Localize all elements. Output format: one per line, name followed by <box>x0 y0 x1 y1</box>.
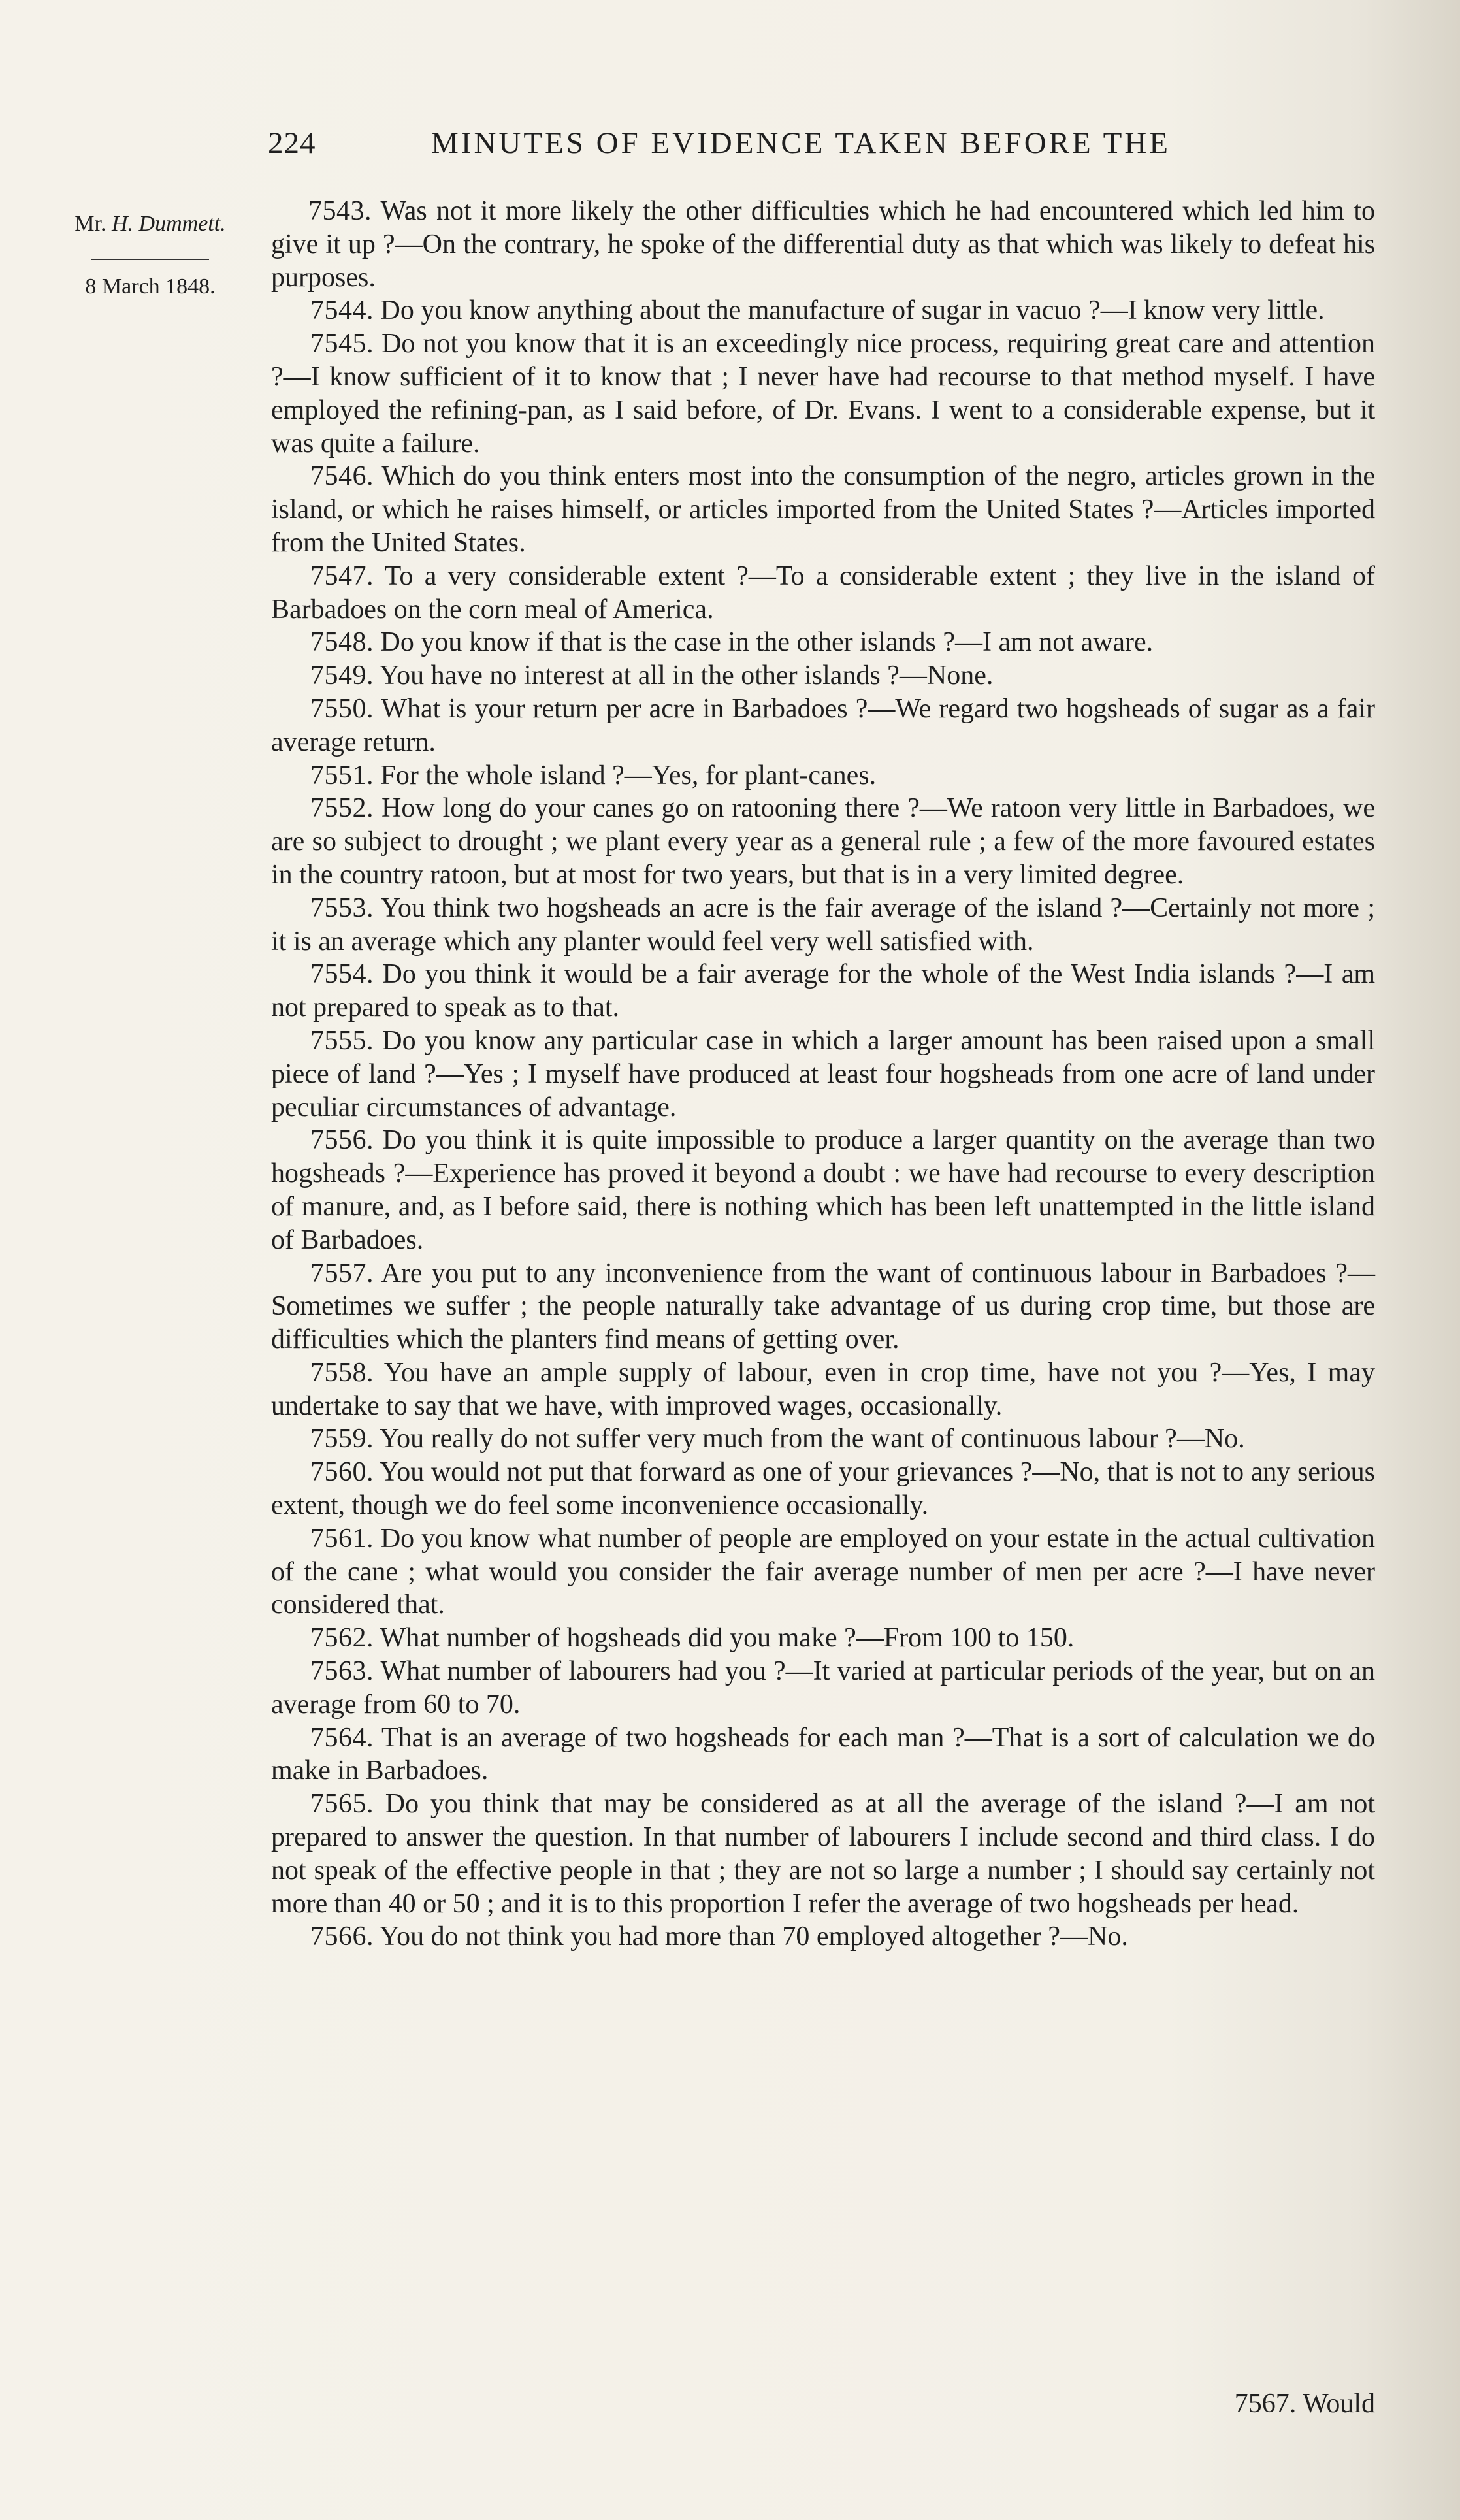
question-number: 7547. <box>310 561 374 591</box>
question-number: 7543. <box>308 196 372 226</box>
question-number: 7553. <box>310 892 374 923</box>
catchword: 7567. Would <box>1234 2389 1375 2419</box>
margin-note <box>52 209 248 302</box>
question-paragraph <box>271 792 1375 891</box>
question-paragraph <box>271 1655 1375 1722</box>
question-paragraph <box>271 195 1375 294</box>
question-paragraph <box>271 1622 1375 1655</box>
question-number: 7550. <box>310 693 374 724</box>
question-text: Do you know any particular case in which a larger amount has been raised upon a small piece of land ?—Yes ; I myself have produced at least four hogsheads from one acre of land under peculiar circumstances of advantage. <box>271 1025 1375 1122</box>
margin-rule <box>91 259 209 260</box>
question-paragraph <box>271 460 1375 559</box>
question-text: Do not you know that it is an exceedingly nice process, requiring great care and attention ?—I know sufficient of it to know that ; I never have had recourse to that method myself. I have employed the refining-pan, as I said before, of Dr. Evans. I went to a considerable expense, but it was quite a failure. <box>271 329 1375 459</box>
question-number: 7546. <box>310 461 374 492</box>
page-header <box>268 125 1378 171</box>
question-paragraph <box>271 1522 1375 1622</box>
question-text: Was not it more likely the other difficulties which he had encountered which led him to give it up ?—On the contrary, he spoke of the differential duty as that which was likely to defeat his purposes. <box>271 196 1375 293</box>
question-text: Do you think it is quite impossible to produce a larger quantity on the average than two hogsheads ?—Experience has proved it beyond a doubt : we have had recourse to every description of manure, and, as I before said, there is nothing which has been left unattempted in the little island of Barbadoes. <box>271 1125 1376 1255</box>
question-text: How long do your canes go on ratooning there ?—We ratoon very little in Barbadoes, we are so subject to drought ; we plant every year as a general rule ; a few of the more favoured estates in the country ratoon, but at most for two years, but that is in a very limited degree. <box>271 793 1376 890</box>
question-text: What is your return per acre in Barbadoes ?—We regard two hogsheads of sugar as a fair average return. <box>271 693 1375 757</box>
question-paragraph <box>271 626 1375 659</box>
question-text: Do you know anything about the manufacture of sugar in vacuo ?—I know very little. <box>380 295 1325 326</box>
question-paragraph <box>271 327 1375 460</box>
page-number: 224 <box>268 126 316 160</box>
question-paragraph <box>271 1257 1375 1356</box>
question-text: You have no interest at all in the other islands ?—None. <box>379 661 994 691</box>
question-number: 7562. <box>310 1623 374 1654</box>
question-paragraph <box>271 892 1375 958</box>
question-text: You really do not suffer very much from the want of continuous labour ?—No. <box>379 1424 1245 1454</box>
question-number: 7557. <box>310 1258 374 1288</box>
question-number: 7554. <box>310 959 374 990</box>
question-number: 7564. <box>310 1722 374 1753</box>
question-number: 7563. <box>310 1656 374 1687</box>
question-text: You do not think you had more than 70 employed altogether ?—No. <box>379 1922 1128 1952</box>
witness-name <box>52 209 248 239</box>
question-paragraph <box>271 659 1375 693</box>
question-text: Which do you think enters most into the consumption of the negro, articles grown in the island, or which he raises himself, or articles imported from the United States ?—Articles imported from the United States. <box>271 461 1375 558</box>
question-paragraph <box>271 1356 1375 1423</box>
question-number: 7544. <box>310 295 374 326</box>
question-number: 7548. <box>310 627 374 658</box>
running-head: MINUTES OF EVIDENCE TAKEN BEFORE THE <box>431 126 1171 160</box>
question-number: 7561. <box>310 1523 374 1554</box>
question-paragraph <box>271 1124 1375 1256</box>
question-paragraph <box>271 1788 1375 1920</box>
question-number: 7555. <box>310 1025 374 1056</box>
question-text: For the whole island ?—Yes, for plant-canes. <box>380 760 877 791</box>
question-text: Do you know what number of people are employed on your estate in the actual cultivation of the cane ; what would you consider the fair average number of men per acre ?—I have never considered that. <box>271 1523 1375 1620</box>
question-number: 7545. <box>310 329 374 359</box>
question-text: What number of labourers had you ?—It varied at particular periods of the year, but on an average from 60 to 70. <box>271 1656 1375 1720</box>
question-number: 7552. <box>310 793 374 824</box>
question-paragraph <box>271 1456 1375 1522</box>
question-text: You think two hogsheads an acre is the fair average of the island ?—Certainly not more ; it is an average which any planter would feel very well satisfied with. <box>271 892 1375 957</box>
question-number: 7551. <box>310 760 374 791</box>
question-paragraph <box>271 1024 1375 1124</box>
question-number: 7560. <box>310 1457 374 1488</box>
question-paragraph <box>271 958 1375 1024</box>
question-paragraph <box>271 1722 1375 1788</box>
question-paragraph <box>271 560 1375 627</box>
question-text: Are you put to any inconvenience from the want of continuous labour in Barbadoes ?—Sometimes we suffer ; the people naturally take advantage of us during crop time, but those are difficulties which the planters find means of getting over. <box>271 1258 1376 1355</box>
question-text: You have an ample supply of labour, even in crop time, have not you ?—Yes, I may undertake to say that we have, with improved wages, occasionally. <box>271 1357 1375 1421</box>
question-number: 7559. <box>310 1424 374 1454</box>
question-text: You would not put that forward as one of your grievances ?—No, that is not to any serious extent, though we do feel some inconvenience occasionally. <box>271 1457 1375 1521</box>
question-text: Do you think it would be a fair average for the whole of the West India islands ?—I am not prepared to speak as to that. <box>271 959 1376 1023</box>
question-paragraph <box>271 1920 1375 1954</box>
evidence-date: 8 March 1848. <box>85 274 216 299</box>
question-text: Do you think that may be considered as at all the average of the island ?—I am not prepared to answer the question. In that number of labourers I include second and third class. I do not speak of the effective people in that ; they are not so large a number ; I should say certainly not more than 40 or 50 ; and it is to this proportion I refer the average of two hogsheads per head. <box>271 1789 1376 1919</box>
evidence-text <box>271 195 1375 1954</box>
question-text: That is an average of two hogsheads for each man ?—That is a sort of calculation we do make in Barbadoes. <box>271 1722 1375 1786</box>
question-text: To a very considerable extent ?—To a considerable extent ; they live in the island of Barbadoes on the corn meal of America. <box>271 561 1375 625</box>
witness-prefix: Mr. <box>74 212 106 236</box>
question-paragraph <box>271 693 1375 759</box>
question-paragraph <box>271 294 1375 327</box>
witness-surname: H. Dummett. <box>111 212 226 236</box>
question-number: 7558. <box>310 1357 374 1388</box>
question-number: 7556. <box>310 1125 374 1156</box>
question-number: 7566. <box>310 1922 374 1952</box>
question-paragraph <box>271 1422 1375 1456</box>
question-number: 7549. <box>310 661 374 691</box>
question-paragraph <box>271 759 1375 793</box>
question-text: Do you know if that is the case in the other islands ?—I am not aware. <box>380 627 1154 658</box>
question-text: What number of hogsheads did you make ?—From 100 to 150. <box>380 1623 1075 1654</box>
question-number: 7565. <box>310 1789 374 1820</box>
